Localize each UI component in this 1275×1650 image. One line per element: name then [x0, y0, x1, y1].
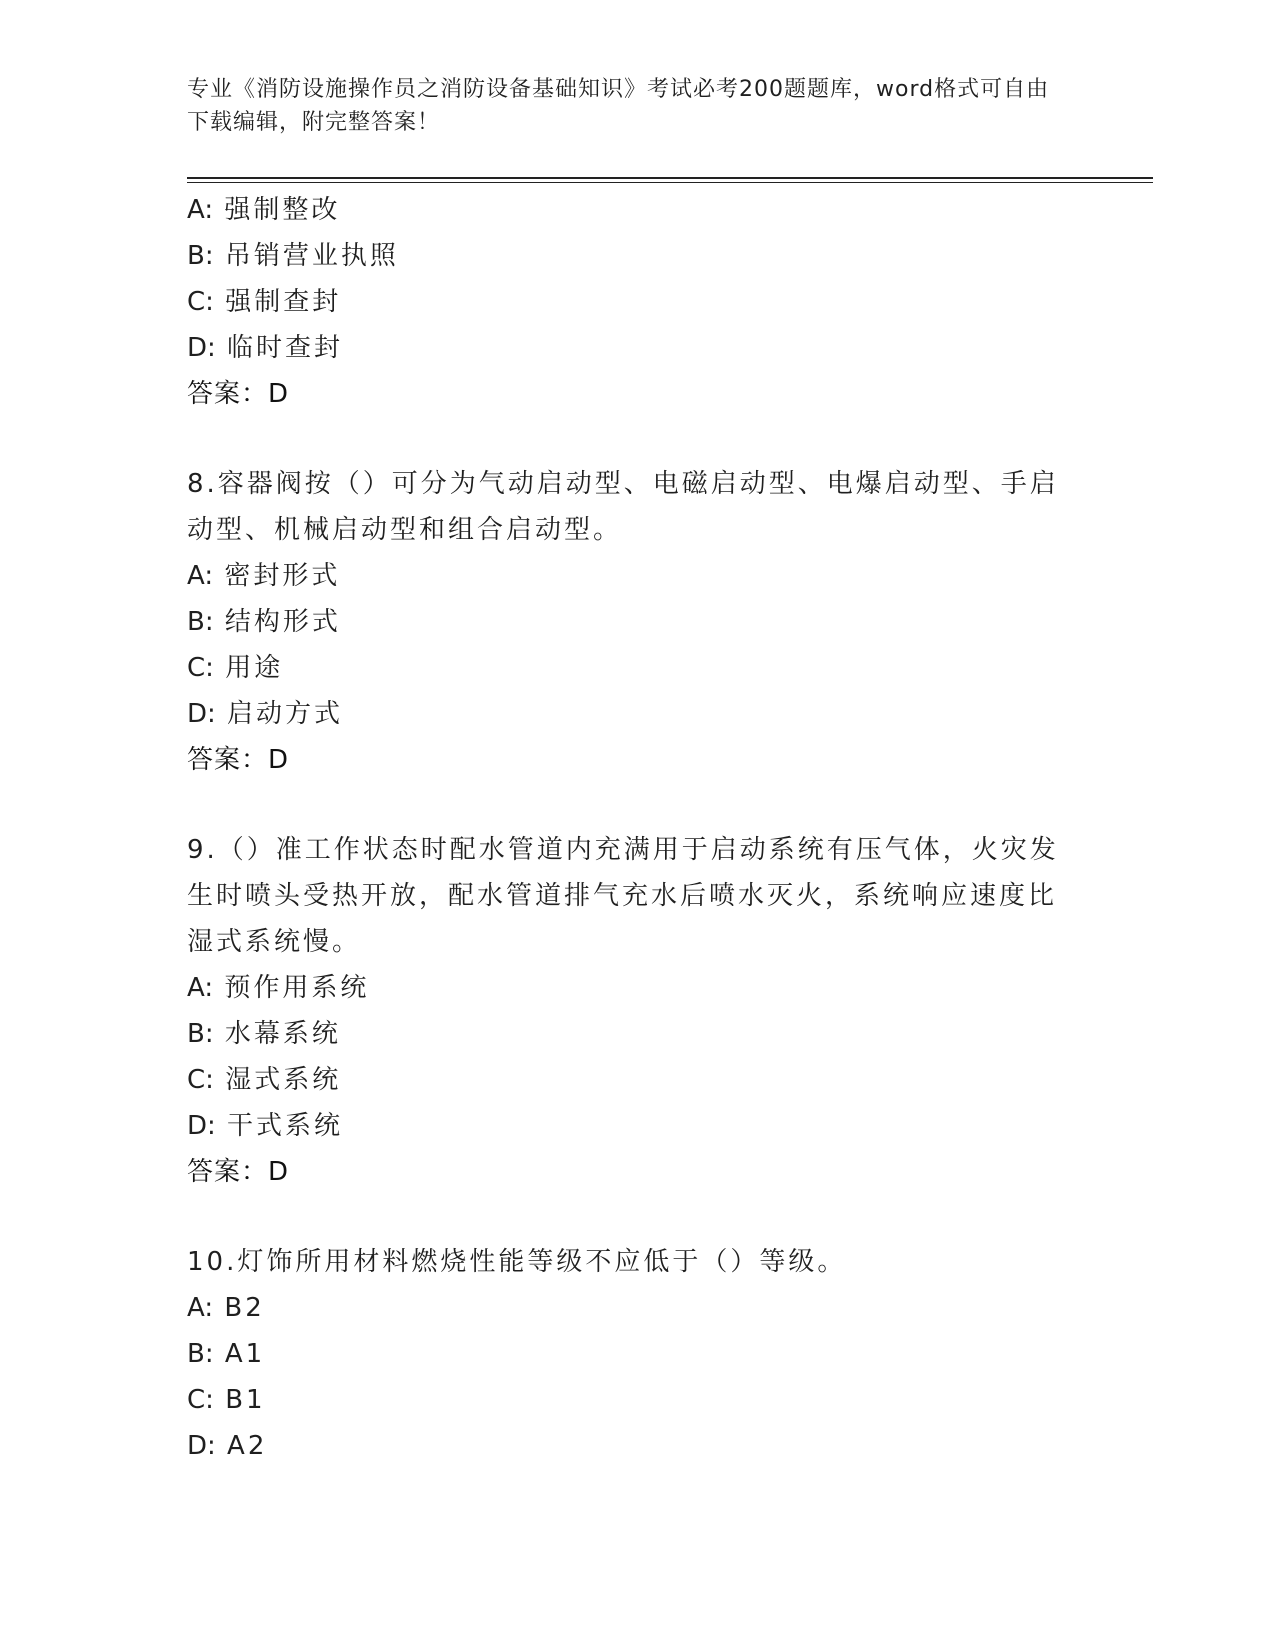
- option-a: A: 密封形式: [187, 561, 341, 591]
- question-block: [187, 461, 1067, 783]
- option-c: C: B1: [187, 1385, 266, 1415]
- option-b: B: 结构形式: [187, 607, 341, 637]
- option-d: D: 启动方式: [187, 699, 344, 729]
- answer-line: 答案：D: [187, 1157, 290, 1187]
- option-a: A: 预作用系统: [187, 973, 370, 1003]
- answer-line: 答案：D: [187, 745, 290, 775]
- question-text: 9.（）准工作状态时配水管道内充满用于启动系统有压气体，火灾发生时喷头受热开放，配水管道排气充水后喷水灭火，系统响应速度比湿式系统慢。: [187, 835, 1059, 957]
- answer-line: 答案：D: [187, 379, 290, 409]
- option-d: D: 临时查封: [187, 333, 344, 363]
- question-list: [187, 187, 1067, 1469]
- question-block: [187, 827, 1067, 1195]
- option-c: C: 湿式系统: [187, 1065, 342, 1095]
- document-header: 专业《消防设施操作员之消防设备基础知识》考试必考200题题库，word格式可自由下载编辑，附完整答案！: [187, 77, 1050, 135]
- option-c: C: 用途: [187, 653, 284, 683]
- option-b: B: 水幕系统: [187, 1019, 341, 1049]
- option-d: D: 干式系统: [187, 1111, 344, 1141]
- option-a: A: 强制整改: [187, 195, 341, 225]
- question-text: 8.容器阀按（）可分为气动启动型、电磁启动型、电爆启动型、手启动型、机械启动型和组合启动型。: [187, 469, 1059, 545]
- option-c: C: 强制查封: [187, 287, 342, 317]
- question-block: [187, 187, 1067, 417]
- question-text: 10.灯饰所用材料燃烧性能等级不应低于（）等级。: [187, 1247, 847, 1277]
- option-b: B: A1: [187, 1339, 266, 1369]
- question-block: [187, 1239, 1067, 1469]
- option-a: A: B2: [187, 1293, 265, 1323]
- option-d: D: A2: [187, 1431, 268, 1461]
- header-divider-thin: [187, 182, 1153, 183]
- option-b: B: 吊销营业执照: [187, 241, 399, 271]
- header-divider-thick: [187, 177, 1153, 179]
